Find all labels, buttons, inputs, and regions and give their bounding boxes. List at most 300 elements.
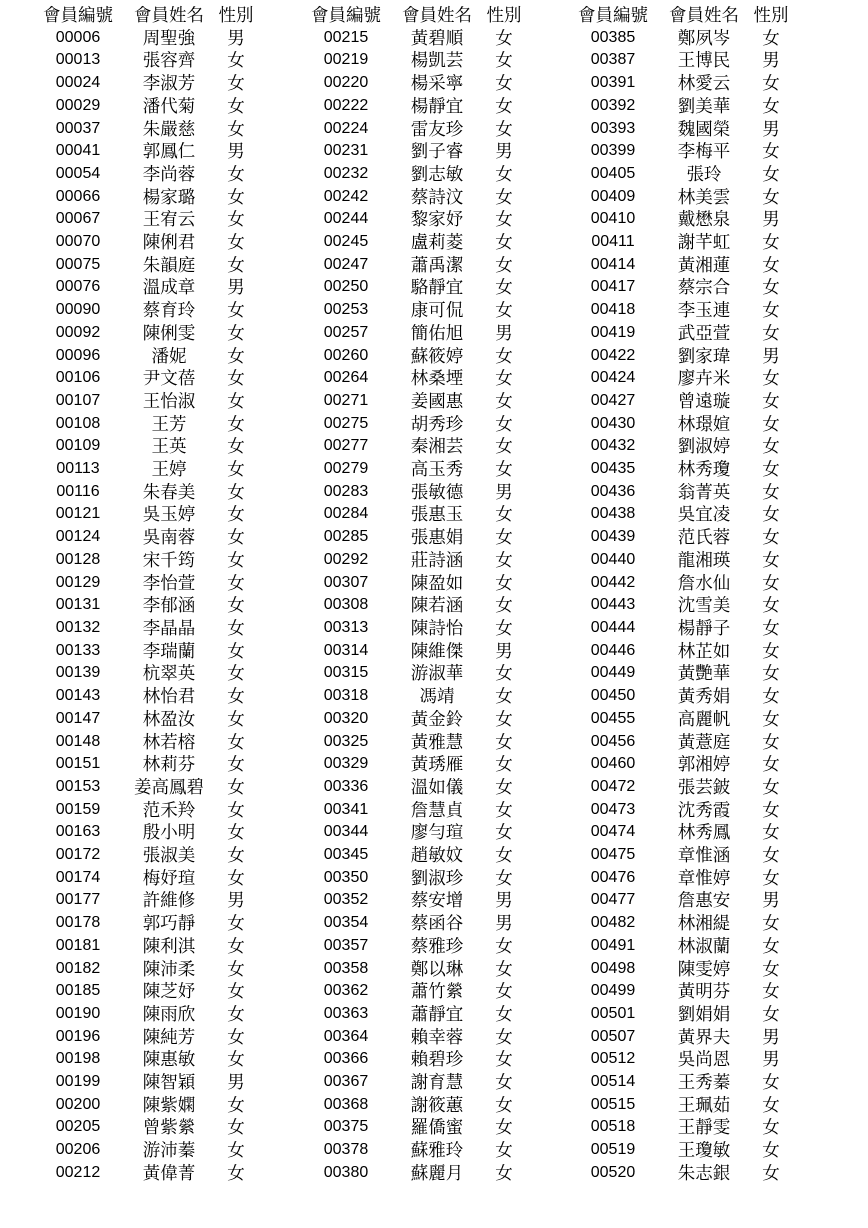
member-gender: 女: [227, 799, 245, 820]
table-row: [301, 753, 525, 776]
table-row: [33, 413, 257, 436]
member-name: 陳惠敏: [142, 1049, 196, 1070]
member-id: 00037: [55, 119, 101, 137]
member-id: 00244: [323, 210, 369, 228]
table-row: [568, 72, 792, 95]
member-gender: 女: [495, 958, 513, 979]
member-gender: 女: [762, 368, 780, 389]
table-row: [301, 481, 525, 504]
member-id: 00378: [323, 1141, 369, 1159]
member-name: 陳智穎: [142, 1072, 196, 1093]
table-row: [301, 367, 525, 390]
member-id: 00215: [323, 28, 369, 46]
member-id: 00455: [590, 709, 636, 727]
member-gender: 男: [762, 345, 780, 366]
member-gender: 女: [227, 186, 245, 207]
member-gender: 女: [762, 481, 780, 502]
member-gender: 女: [495, 186, 513, 207]
member-gender: 女: [495, 209, 513, 230]
member-gender: 女: [495, 731, 513, 752]
member-id: 00212: [55, 1163, 101, 1181]
member-name: 陳盈如: [410, 572, 464, 593]
table-row: [33, 72, 257, 95]
table-row: [568, 640, 792, 663]
member-name: 郭湘婷: [677, 754, 731, 775]
table-row: [301, 140, 525, 163]
table-row: [568, 27, 792, 50]
header-member-id: 會員編號: [578, 5, 648, 25]
table-row: [568, 503, 792, 526]
member-id: 00477: [590, 891, 636, 909]
member-gender: 女: [227, 390, 245, 411]
member-gender: 女: [227, 481, 245, 502]
member-gender: 女: [495, 572, 513, 593]
member-gender: 女: [495, 1140, 513, 1161]
member-name: 蔡函谷: [410, 913, 464, 934]
table-row: [568, 572, 792, 595]
member-id: 00285: [323, 528, 369, 546]
member-gender: 女: [762, 754, 780, 775]
member-id: 00109: [55, 437, 101, 455]
table-row: [33, 1003, 257, 1026]
table-row: [568, 435, 792, 458]
table-row: [568, 1116, 792, 1139]
member-id: 00024: [55, 74, 101, 92]
member-name: 武亞萱: [677, 322, 731, 343]
member-name: 蔡安增: [410, 890, 464, 911]
member-id: 00108: [55, 414, 101, 432]
table-row: [568, 799, 792, 822]
member-gender: 女: [495, 527, 513, 548]
table-row: [568, 685, 792, 708]
member-name: 曾紫縈: [142, 1117, 196, 1138]
member-name: 陳雨欣: [142, 1003, 196, 1024]
member-name: 杭翠英: [142, 663, 196, 684]
member-gender: 女: [762, 163, 780, 184]
member-id: 00147: [55, 709, 101, 727]
table-row: [568, 753, 792, 776]
table-row: [33, 912, 257, 935]
member-id: 00198: [55, 1050, 101, 1068]
member-gender: 女: [495, 663, 513, 684]
table-row: [33, 208, 257, 231]
member-name: 黃琇雁: [410, 754, 464, 775]
member-name: 游淑華: [410, 663, 464, 684]
member-gender: 女: [762, 504, 780, 525]
member-name: 陳詩怡: [410, 617, 464, 638]
table-row: [301, 549, 525, 572]
member-id: 00518: [590, 1118, 636, 1136]
member-name: 林盈汝: [142, 708, 196, 729]
table-row: [33, 345, 257, 368]
table-row: [568, 731, 792, 754]
table-row: [33, 640, 257, 663]
table-row: [568, 662, 792, 685]
member-id: 00315: [323, 664, 369, 682]
member-gender: 男: [227, 1072, 245, 1093]
table-row: [568, 1026, 792, 1049]
member-id: 00076: [55, 278, 101, 296]
member-gender: 男: [227, 890, 245, 911]
member-name: 郭鳳仁: [142, 141, 196, 162]
member-name: 殷小明: [142, 822, 196, 843]
member-name: 黃碧順: [410, 27, 464, 48]
member-id: 00358: [323, 959, 369, 977]
member-id: 00362: [323, 982, 369, 1000]
member-name: 楊采寧: [410, 73, 464, 94]
table-row: [301, 685, 525, 708]
member-id: 00182: [55, 959, 101, 977]
member-gender: 女: [762, 254, 780, 275]
member-name: 宋千筠: [142, 549, 196, 570]
member-name: 陳俐君: [142, 232, 196, 253]
member-name: 廖卉米: [677, 368, 731, 389]
table-row: [33, 1048, 257, 1071]
member-name: 林若榕: [142, 731, 196, 752]
member-gender: 男: [495, 640, 513, 661]
member-gender: 女: [227, 1094, 245, 1115]
table-row: [568, 186, 792, 209]
table-row: [301, 958, 525, 981]
table-row: [568, 345, 792, 368]
table-row: [33, 776, 257, 799]
member-gender: 女: [227, 118, 245, 139]
member-id: 00116: [56, 482, 100, 500]
table-row: [33, 617, 257, 640]
member-name: 簡佑旭: [410, 322, 464, 343]
member-name: 潘妮: [151, 345, 187, 366]
member-name: 陳俐雯: [142, 322, 196, 343]
member-name: 黃薏庭: [677, 731, 731, 752]
member-id: 00253: [323, 301, 369, 319]
member-name: 陳沛柔: [142, 958, 196, 979]
table-row: [33, 549, 257, 572]
member-gender: 女: [762, 390, 780, 411]
member-name: 戴懋泉: [677, 209, 731, 230]
member-name: 陳芝妤: [142, 981, 196, 1002]
member-id: 00392: [590, 96, 636, 114]
member-gender: 女: [762, 186, 780, 207]
member-id: 00385: [590, 28, 636, 46]
member-gender: 女: [762, 300, 780, 321]
table-row: [301, 980, 525, 1003]
table-row: [568, 95, 792, 118]
member-id: 00344: [323, 823, 369, 841]
member-id: 00172: [55, 846, 101, 864]
table-row: [301, 95, 525, 118]
member-name: 張芸鈹: [677, 776, 731, 797]
table-row: [301, 72, 525, 95]
member-gender: 女: [227, 686, 245, 707]
member-gender: 女: [762, 595, 780, 616]
table-row: [33, 685, 257, 708]
table-row: [301, 322, 525, 345]
table-row: [301, 572, 525, 595]
table-row: [33, 140, 257, 163]
member-gender: 男: [495, 913, 513, 934]
member-id: 00367: [323, 1073, 369, 1091]
table-row: [301, 1139, 525, 1162]
member-gender: 女: [495, 50, 513, 71]
member-id: 00512: [590, 1050, 636, 1068]
table-row: [301, 640, 525, 663]
member-gender: 女: [227, 595, 245, 616]
member-id: 00515: [590, 1095, 636, 1113]
table-row: [568, 549, 792, 572]
member-name: 李怡萱: [142, 572, 196, 593]
member-name: 黃偉菁: [142, 1162, 196, 1183]
table-row: [33, 731, 257, 754]
member-id: 00474: [590, 823, 636, 841]
member-gender: 女: [227, 368, 245, 389]
table-row: [568, 413, 792, 436]
table-row: [301, 435, 525, 458]
member-name: 梅妤瑄: [142, 867, 196, 888]
member-gender: 女: [227, 163, 245, 184]
table-row: [301, 1162, 525, 1185]
member-id: 00075: [55, 255, 101, 273]
member-name: 朱韻庭: [142, 254, 196, 275]
member-gender: 女: [495, 504, 513, 525]
member-name: 沈秀霞: [677, 799, 731, 820]
member-gender: 女: [762, 572, 780, 593]
member-gender: 女: [495, 845, 513, 866]
table-row: [301, 617, 525, 640]
table-row: [568, 617, 792, 640]
table-row: [568, 1162, 792, 1185]
member-id: 00498: [590, 959, 636, 977]
member-name: 林淑蘭: [677, 935, 731, 956]
member-name: 林桑堙: [410, 368, 464, 389]
member-name: 詹惠安: [677, 890, 731, 911]
member-id: 00279: [323, 460, 369, 478]
member-gender: 女: [227, 572, 245, 593]
member-id: 00200: [55, 1095, 101, 1113]
table-row: [568, 526, 792, 549]
member-name: 潘代菊: [142, 95, 196, 116]
table-row: [568, 140, 792, 163]
member-gender: 女: [495, 708, 513, 729]
member-gender: 男: [227, 27, 245, 48]
table-row: [568, 912, 792, 935]
member-id: 00368: [323, 1095, 369, 1113]
member-id: 00066: [55, 187, 101, 205]
member-id: 00380: [323, 1163, 369, 1181]
member-id: 00399: [590, 142, 636, 160]
member-name: 趙敏妏: [410, 845, 464, 866]
member-gender: 女: [762, 1117, 780, 1138]
member-name: 康可侃: [410, 300, 464, 321]
member-name: 王芳: [151, 413, 187, 434]
member-name: 謝芊虹: [677, 232, 731, 253]
table-row: [568, 594, 792, 617]
member-id: 00250: [323, 278, 369, 296]
member-gender: 女: [227, 845, 245, 866]
header-gender: 性別: [218, 5, 254, 25]
member-name: 陳紫嫻: [142, 1094, 196, 1115]
member-gender: 女: [762, 27, 780, 48]
member-name: 姜高鳳碧: [134, 776, 204, 797]
table-row: [33, 980, 257, 1003]
member-id: 00054: [55, 164, 101, 182]
member-gender: 女: [227, 981, 245, 1002]
member-id: 00264: [323, 369, 369, 387]
member-name: 盧莉菱: [410, 232, 464, 253]
member-id: 00325: [323, 732, 369, 750]
member-gender: 女: [227, 822, 245, 843]
member-id: 00514: [590, 1073, 636, 1091]
member-id: 00476: [590, 868, 636, 886]
member-id: 00430: [590, 414, 636, 432]
table-row: [301, 776, 525, 799]
member-name: 林秀鳳: [677, 822, 731, 843]
member-gender: 女: [762, 1162, 780, 1183]
table-row: [568, 367, 792, 390]
member-id: 00153: [55, 777, 101, 795]
member-name: 廖勻瑄: [410, 822, 464, 843]
member-id: 00190: [55, 1004, 101, 1022]
header-member-id: 會員編號: [311, 5, 381, 25]
member-gender: 女: [762, 322, 780, 343]
member-gender: 女: [495, 754, 513, 775]
member-name: 賴碧珍: [410, 1049, 464, 1070]
member-gender: 女: [227, 300, 245, 321]
table-row: [301, 118, 525, 141]
table-row: [568, 1003, 792, 1026]
table-row: [568, 254, 792, 277]
header-row: [568, 4, 792, 27]
member-table-3: [568, 4, 792, 1185]
table-row: [301, 867, 525, 890]
member-name: 劉娟娟: [677, 1003, 731, 1024]
member-name: 劉淑婷: [677, 436, 731, 457]
member-name: 王婷: [151, 459, 187, 480]
member-name: 沈雪美: [677, 595, 731, 616]
table-row: [568, 390, 792, 413]
member-name: 王珮茹: [677, 1094, 731, 1115]
member-gender: 女: [227, 958, 245, 979]
member-id: 00444: [590, 618, 636, 636]
member-id: 00247: [323, 255, 369, 273]
member-gender: 男: [495, 141, 513, 162]
member-id: 00070: [55, 233, 101, 251]
table-row: [33, 49, 257, 72]
member-gender: 男: [762, 1026, 780, 1047]
table-row: [301, 276, 525, 299]
table-row: [301, 503, 525, 526]
table-row: [301, 594, 525, 617]
member-name: 林秀瓊: [677, 459, 731, 480]
member-id: 00106: [55, 369, 101, 387]
member-gender: 女: [762, 640, 780, 661]
member-gender: 女: [495, 95, 513, 116]
member-gender: 女: [227, 73, 245, 94]
table-row: [568, 935, 792, 958]
member-name: 黃金鈴: [410, 708, 464, 729]
table-row: [33, 572, 257, 595]
table-row: [301, 844, 525, 867]
table-row: [33, 299, 257, 322]
member-name: 朱志銀: [677, 1162, 731, 1183]
member-gender: 女: [495, 617, 513, 638]
member-name: 王秀蓁: [677, 1072, 731, 1093]
header-member-id: 會員編號: [43, 5, 113, 25]
member-name: 吳宜凌: [677, 504, 731, 525]
member-id: 00284: [323, 505, 369, 523]
member-name: 林愛云: [677, 73, 731, 94]
member-gender: 女: [227, 345, 245, 366]
member-name: 謝筱蕙: [410, 1094, 464, 1115]
table-row: [301, 1116, 525, 1139]
member-id: 00277: [323, 437, 369, 455]
member-name: 林美雲: [677, 186, 731, 207]
member-gender: 女: [495, 1003, 513, 1024]
member-gender: 女: [495, 436, 513, 457]
member-name: 莊詩涵: [410, 549, 464, 570]
member-gender: 女: [762, 277, 780, 298]
member-id: 00206: [55, 1141, 101, 1159]
table-row: [301, 27, 525, 50]
table-row: [33, 1071, 257, 1094]
member-name: 李晶晶: [142, 617, 196, 638]
member-name: 李尚蓉: [142, 163, 196, 184]
member-id: 00375: [323, 1118, 369, 1136]
member-id: 00520: [590, 1163, 636, 1181]
member-id: 00446: [590, 641, 636, 659]
member-name: 王宥云: [142, 209, 196, 230]
member-gender: 女: [495, 254, 513, 275]
table-row: [33, 458, 257, 481]
member-gender: 女: [495, 118, 513, 139]
member-name: 魏國榮: [677, 118, 731, 139]
member-id: 00013: [55, 51, 101, 69]
table-row: [301, 49, 525, 72]
member-gender: 女: [227, 209, 245, 230]
table-row: [33, 526, 257, 549]
member-id: 00438: [590, 505, 636, 523]
member-id: 00121: [55, 505, 101, 523]
member-id: 00313: [323, 618, 369, 636]
member-id: 00442: [590, 573, 636, 591]
member-id: 00491: [590, 936, 636, 954]
table-row: [33, 662, 257, 685]
member-name: 郭巧靜: [142, 913, 196, 934]
member-name: 王靜雯: [677, 1117, 731, 1138]
table-row: [301, 345, 525, 368]
member-id: 00283: [323, 482, 369, 500]
member-gender: 男: [495, 481, 513, 502]
member-id: 00320: [323, 709, 369, 727]
member-name: 尹文蓓: [142, 368, 196, 389]
table-row: [301, 889, 525, 912]
member-name: 張玲: [686, 163, 722, 184]
table-row: [33, 186, 257, 209]
member-id: 00067: [55, 210, 101, 228]
member-name: 謝育慧: [410, 1072, 464, 1093]
table-row: [33, 163, 257, 186]
member-gender: 女: [495, 390, 513, 411]
member-id: 00391: [590, 74, 636, 92]
member-id: 00409: [590, 187, 636, 205]
member-gender: 女: [762, 436, 780, 457]
member-gender: 女: [495, 935, 513, 956]
member-id: 00199: [55, 1073, 101, 1091]
member-id: 00260: [323, 346, 369, 364]
table-row: [301, 935, 525, 958]
member-gender: 女: [227, 95, 245, 116]
member-id: 00143: [55, 687, 101, 705]
member-id: 00128: [55, 550, 101, 568]
